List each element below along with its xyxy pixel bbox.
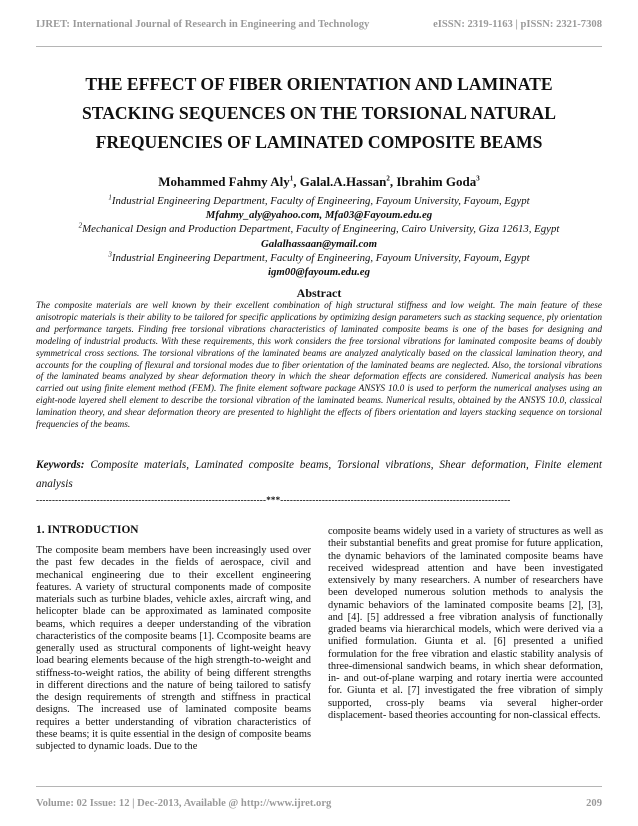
issn: eISSN: 2319-1163 | pISSN: 2321-7308 (433, 19, 602, 30)
abstract-heading: Abstract (296, 286, 342, 300)
section-separator: ------------------------------------------------------------------------***------------------------------------------------------------------------ (36, 495, 511, 505)
affiliation-email[interactable]: Mfahmy_aly@yahoo.com, Mfa03@Fayoum.edu.eg (205, 209, 433, 222)
affiliation: $^2$Mechanical Design and Production Department, Faculty of Engineering, Cairo University, Giza 12613, Egypt (78, 221, 560, 236)
author-name: Mohammed Fahmy Aly (158, 174, 290, 189)
author-sup: 2 (386, 174, 390, 183)
author-name: Ibrahim Goda (396, 174, 477, 189)
paper-title: THE EFFECT OF FIBER ORIENTATION AND LAMINATE STACKING SEQUENCES ON THE TORSIONAL NATURAL FREQUENCIES OF LAMINATED COMPOSITE BEAMS (81, 74, 557, 152)
author-list: Mohammed Fahmy Aly$^1$, Galal.A.Hassan$^2$, Ibrahim Goda$^3$ (158, 174, 480, 189)
footer-rule (36, 786, 602, 787)
header-rule (36, 46, 602, 47)
journal-name: IJRET: International Journal of Research in Engineering and Technology (36, 19, 370, 30)
affiliations (24, 194, 614, 279)
section-heading-introduction: 1. INTRODUCTION (36, 524, 139, 536)
page-number: 209 (586, 798, 602, 809)
author-sup: 1 (289, 174, 294, 183)
author-name: Galal.A.Hassan (299, 174, 387, 189)
footer-volume: Volume: 02 Issue: 12 | Dec-2013, Available @ http://www.ijret.org (36, 798, 332, 809)
running-header (36, 19, 602, 30)
keywords-label: Keywords: (36, 459, 85, 471)
abstract-body: The composite materials are well known by their excellent combination of high structural stiffness and low weight. The main feature of these anisotropic materials is their ability to be tailored for specific applications by optimizing design parameters such as stacking sequence, ply orientation and performance targets. Finding free torsional vibrations characteristics of laminated composite beams is one of the bases for designing and modeling of industrial products. With these requirements, this work considers the free torsional vibrations for laminated composite beams of doubly symmetrical cross sections. The torsional vibrations of the laminated beams are analyzed analytically based on the classical lamination theory, and accounts for the coupling of flexural and torsional modes due to fiber orientation of the laminated beams are neglected. Also, the torsional vibrations of the laminated beams analyzed by shear deformation theory in which the shear deformation effects are considered. Numerical analysis has been carried out using finite element method (FEM). The finite element software package ANSYS 10.0 is used to perform the numerical analyses using an eight-node layered shell element to describe the torsional vibration of the laminated beams. Numerical results, obtained by the ANSYS 10.0, classical lamination theory, and shear deformation theory are presented to highlight the effects of fibers orientation and layers stacking sequence on torsional frequencies of the beams. (36, 301, 602, 431)
affiliation-email[interactable]: Galalhassaan@ymail.com (260, 237, 378, 250)
intro-right-column: composite beams widely used in a variety of structures as well as their substantial benefits and great promise for future application, the dynamic behaviors of the laminated composite beams have received widespread attention and have been investigated extensively by many researchers. A number of researchers have been developed numerous solution methods to analysis the dynamic behaviors of the laminated composite beams [2], [3], and [4]. [5] addressed a free vibration analysis of functionally graded beams via hierarchical models, which were derived via a unified formulation. Giunta et al. [6] presented a unified formulation for the free vibration and elastic stability analysis of three-dimensional sandwich beams, in which shear deformation, in- and out-of-plane warping and rotary inertia were accounted for. Giunta et al. [7] investigated the free vibration of simply supported, cross-ply beams via several higher-order displacement- based theories accounting for non-classical effects. (328, 526, 603, 721)
affiliation: $^1$Industrial Engineering Department, Faculty of Engineering, Fayoum University, Fayoum, Egypt (108, 193, 530, 207)
affiliation-email[interactable]: igm00@fayoum.edu.eg (268, 266, 370, 279)
affiliation: $^3$Industrial Engineering Department, Faculty of Engineering, Fayoum University, Fayoum, Egypt (108, 250, 530, 264)
author-sup: 3 (476, 174, 480, 183)
keywords (36, 456, 602, 494)
intro-left-column: The composite beam members have been increasingly used over the past few decades in the fields of aerospace, civil and mechanical engineering due to their excellent engineering features. A variety of structural components made of composite materials such as turbine blades, vehicle axles, aircraft wing, and helicopter blade can be approximated as laminated composite beams, which requires a deeper understanding of the vibration characteristics of the composite beams [1]. Ccomposite beams are generally used as structural components of light-weight heavy load bearing elements because of the high strength-to-weight and stiffness-to-weight ratios, the ability of being different strengths in different directions and the nature of being tailored to satisfy the design requirements of strength and stiffness in practical designs. The increased use of laminated composite beams requires a better understanding of vibration characteristics of these beams; it is quite essential in the design of composite beams subjected to dynamic loads. Due to the (36, 545, 311, 752)
page-footer (36, 798, 602, 809)
keywords-text: Composite materials, Laminated composite beams, Torsional vibrations, Shear deformation, Finite element analysis (36, 459, 602, 490)
